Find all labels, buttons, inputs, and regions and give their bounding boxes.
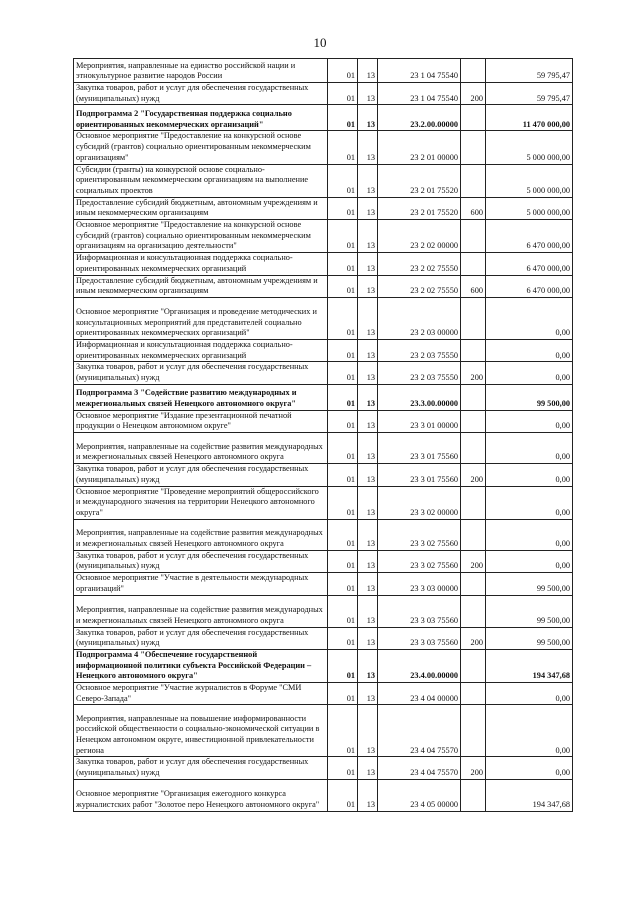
row-amount: 0,00 — [486, 550, 573, 572]
row-ministry-code: 01 — [328, 339, 358, 361]
row-ministry-code: 01 — [328, 253, 358, 275]
row-ministry-code: 01 — [328, 779, 358, 811]
page-number: 10 — [313, 35, 327, 50]
row-expense-type — [461, 519, 486, 550]
row-section-code: 13 — [358, 573, 378, 595]
row-target-article: 23 3 03 00000 — [378, 573, 461, 595]
row-amount: 0,00 — [486, 433, 573, 464]
row-expense-type — [461, 253, 486, 275]
row-target-article: 23 2 03 75550 — [378, 362, 461, 384]
row-section-code: 13 — [358, 164, 378, 197]
row-name: Основное мероприятие "Предоставление на конкурсной основе субсидий (грантов) социально ориентированным некоммерческим организациям на организацию деятельности" — [74, 220, 328, 253]
row-amount: 6 470 000,00 — [486, 253, 573, 275]
row-amount: 194 347,68 — [486, 779, 573, 811]
row-amount: 0,00 — [486, 464, 573, 486]
row-ministry-code: 01 — [328, 131, 358, 164]
table-row — [74, 486, 573, 519]
row-name: Информационная и консультационная поддержка социально-ориентированных некоммерческих организаций — [74, 253, 328, 275]
row-section-code: 13 — [358, 649, 378, 682]
row-amount: 0,00 — [486, 683, 573, 705]
row-name: Закупка товаров, работ и услуг для обеспечения государственных (муниципальных) нужд — [74, 627, 328, 649]
row-expense-type — [461, 384, 486, 410]
row-section-code: 13 — [358, 410, 378, 432]
table-row — [74, 573, 573, 595]
row-section-code: 13 — [358, 83, 378, 105]
table-row — [74, 779, 573, 811]
row-expense-type — [461, 131, 486, 164]
row-amount: 0,00 — [486, 757, 573, 779]
row-ministry-code: 01 — [328, 164, 358, 197]
row-ministry-code: 01 — [328, 275, 358, 297]
row-section-code: 13 — [358, 705, 378, 757]
row-section-code: 13 — [358, 519, 378, 550]
row-name: Мероприятия, направленные на содействие развития международных и межрегиональных связей Ненецкого автономного округа — [74, 595, 328, 627]
row-name: Основное мероприятие "Проведение мероприятий общероссийского и международного значения на территории Ненецкого автономного округа" — [74, 486, 328, 519]
row-amount: 59 795,47 — [486, 59, 573, 83]
row-amount: 5 000 000,00 — [486, 197, 573, 219]
row-amount: 0,00 — [486, 297, 573, 339]
row-target-article: 23 1 04 75540 — [378, 59, 461, 83]
row-ministry-code: 01 — [328, 410, 358, 432]
row-expense-type — [461, 410, 486, 432]
table-row — [74, 627, 573, 649]
row-target-article: 23 2 02 00000 — [378, 220, 461, 253]
row-amount: 99 500,00 — [486, 627, 573, 649]
table-row — [74, 131, 573, 164]
table-row — [74, 297, 573, 339]
row-section-code: 13 — [358, 275, 378, 297]
row-section-code: 13 — [358, 339, 378, 361]
row-expense-type: 200 — [461, 362, 486, 384]
row-expense-type: 200 — [461, 757, 486, 779]
subprogram-row — [74, 384, 573, 410]
table-row — [74, 339, 573, 361]
row-section-code: 13 — [358, 362, 378, 384]
row-expense-type — [461, 220, 486, 253]
row-ministry-code: 01 — [328, 297, 358, 339]
table-row — [74, 464, 573, 486]
row-name: Подпрограмма 4 "Обеспечение государственной информационной политики субъекта Российской Федерации – Ненецкого автономного округа" — [74, 649, 328, 682]
table-row — [74, 757, 573, 779]
row-section-code: 13 — [358, 757, 378, 779]
row-ministry-code: 01 — [328, 384, 358, 410]
row-target-article: 23 3 03 75560 — [378, 595, 461, 627]
row-section-code: 13 — [358, 131, 378, 164]
row-name: Закупка товаров, работ и услуг для обеспечения государственных (муниципальных) нужд — [74, 550, 328, 572]
row-ministry-code: 01 — [328, 83, 358, 105]
row-target-article: 23 3 02 00000 — [378, 486, 461, 519]
budget-table — [73, 58, 573, 812]
row-name: Подпрограмма 2 "Государственная поддержка социально ориентированных некоммерческих организаций" — [74, 105, 328, 131]
row-amount: 194 347,68 — [486, 649, 573, 682]
row-expense-type: 200 — [461, 627, 486, 649]
row-section-code: 13 — [358, 595, 378, 627]
row-amount: 6 470 000,00 — [486, 220, 573, 253]
row-amount: 0,00 — [486, 362, 573, 384]
row-ministry-code: 01 — [328, 683, 358, 705]
table-row — [74, 59, 573, 83]
subprogram-row — [74, 105, 573, 131]
row-target-article: 23 4 04 75570 — [378, 705, 461, 757]
row-ministry-code: 01 — [328, 705, 358, 757]
row-ministry-code: 01 — [328, 550, 358, 572]
row-target-article: 23 2 01 00000 — [378, 131, 461, 164]
row-expense-type — [461, 779, 486, 811]
row-amount: 99 500,00 — [486, 573, 573, 595]
row-amount: 0,00 — [486, 339, 573, 361]
row-amount: 5 000 000,00 — [486, 164, 573, 197]
table-row — [74, 197, 573, 219]
row-target-article: 23 3 03 75560 — [378, 627, 461, 649]
row-name: Субсидии (гранты) на конкурсной основе социально-ориентированным некоммерческим организациям на выполнение социальных проектов — [74, 164, 328, 197]
table-row — [74, 550, 573, 572]
row-name: Закупка товаров, работ и услуг для обеспечения государственных (муниципальных) нужд — [74, 362, 328, 384]
row-ministry-code: 01 — [328, 573, 358, 595]
row-name: Информационная и консультационная поддержка социально-ориентированных некоммерческих организаций — [74, 339, 328, 361]
row-amount: 99 500,00 — [486, 595, 573, 627]
row-ministry-code: 01 — [328, 464, 358, 486]
row-amount: 6 470 000,00 — [486, 275, 573, 297]
row-ministry-code: 01 — [328, 197, 358, 219]
row-amount: 99 500,00 — [486, 384, 573, 410]
row-expense-type: 200 — [461, 464, 486, 486]
row-expense-type — [461, 649, 486, 682]
row-section-code: 13 — [358, 683, 378, 705]
row-section-code: 13 — [358, 253, 378, 275]
row-target-article: 23 4 05 00000 — [378, 779, 461, 811]
row-amount: 0,00 — [486, 410, 573, 432]
row-expense-type — [461, 297, 486, 339]
row-target-article: 23 2 01 75520 — [378, 164, 461, 197]
row-section-code: 13 — [358, 550, 378, 572]
row-ministry-code: 01 — [328, 362, 358, 384]
row-name: Подпрограмма 3 "Содействие развитию международных и межрегиональных связей Ненецкого автономного округа" — [74, 384, 328, 410]
row-name: Предоставление субсидий бюджетным, автономным учреждениям и иным некоммерческим организациям — [74, 197, 328, 219]
row-expense-type — [461, 433, 486, 464]
row-ministry-code: 01 — [328, 486, 358, 519]
table-row — [74, 220, 573, 253]
row-target-article: 23 3 02 75560 — [378, 550, 461, 572]
row-expense-type — [461, 339, 486, 361]
row-ministry-code: 01 — [328, 105, 358, 131]
table-row — [74, 683, 573, 705]
row-amount: 0,00 — [486, 705, 573, 757]
row-target-article: 23 3 01 75560 — [378, 464, 461, 486]
row-name: Закупка товаров, работ и услуг для обеспечения государственных (муниципальных) нужд — [74, 464, 328, 486]
row-section-code: 13 — [358, 59, 378, 83]
row-name: Мероприятия, направленные на содействие развития международных и межрегиональных связей Ненецкого автономного округа — [74, 433, 328, 464]
subprogram-row — [74, 649, 573, 682]
row-section-code: 13 — [358, 627, 378, 649]
row-target-article: 23 2 02 75550 — [378, 253, 461, 275]
row-expense-type — [461, 573, 486, 595]
row-ministry-code: 01 — [328, 757, 358, 779]
row-section-code: 13 — [358, 384, 378, 410]
table-row — [74, 164, 573, 197]
row-section-code: 13 — [358, 486, 378, 519]
row-expense-type: 200 — [461, 550, 486, 572]
row-amount: 0,00 — [486, 486, 573, 519]
row-target-article: 23 2 03 00000 — [378, 297, 461, 339]
row-name: Закупка товаров, работ и услуг для обеспечения государственных (муниципальных) нужд — [74, 757, 328, 779]
row-section-code: 13 — [358, 779, 378, 811]
row-expense-type — [461, 683, 486, 705]
row-target-article: 23.4.00.00000 — [378, 649, 461, 682]
row-name: Основное мероприятие "Издание презентационной печатной продукции о Ненецком автономном округе" — [74, 410, 328, 432]
row-amount: 0,00 — [486, 519, 573, 550]
row-section-code: 13 — [358, 220, 378, 253]
row-name: Закупка товаров, работ и услуг для обеспечения государственных (муниципальных) нужд — [74, 83, 328, 105]
row-name: Мероприятия, направленные на содействие развития международных и межрегиональных связей Ненецкого автономного округа — [74, 519, 328, 550]
row-amount: 5 000 000,00 — [486, 131, 573, 164]
row-expense-type — [461, 59, 486, 83]
row-expense-type — [461, 486, 486, 519]
budget-table-body — [74, 59, 573, 812]
table-row — [74, 362, 573, 384]
row-expense-type — [461, 595, 486, 627]
table-row — [74, 595, 573, 627]
row-ministry-code: 01 — [328, 595, 358, 627]
row-ministry-code: 01 — [328, 627, 358, 649]
row-target-article: 23 2 01 75520 — [378, 197, 461, 219]
row-expense-type: 600 — [461, 275, 486, 297]
row-expense-type — [461, 705, 486, 757]
table-row — [74, 83, 573, 105]
row-expense-type: 600 — [461, 197, 486, 219]
row-target-article: 23 4 04 00000 — [378, 683, 461, 705]
table-row — [74, 410, 573, 432]
row-target-article: 23.3.00.00000 — [378, 384, 461, 410]
row-ministry-code: 01 — [328, 649, 358, 682]
row-ministry-code: 01 — [328, 519, 358, 550]
row-section-code: 13 — [358, 433, 378, 464]
row-section-code: 13 — [358, 105, 378, 131]
row-ministry-code: 01 — [328, 220, 358, 253]
row-section-code: 13 — [358, 464, 378, 486]
row-name: Основное мероприятие "Организация ежегодного конкурса журналистских работ "Золотое перо Ненецкого автономного округа" — [74, 779, 328, 811]
row-name: Предоставление субсидий бюджетным, автономным учреждениям и иным некоммерческим организациям — [74, 275, 328, 297]
table-row — [74, 519, 573, 550]
row-name: Основное мероприятие "Участие в деятельности международных организаций" — [74, 573, 328, 595]
row-target-article: 23 2 03 75550 — [378, 339, 461, 361]
row-target-article: 23 2 02 75550 — [378, 275, 461, 297]
table-row — [74, 705, 573, 757]
row-name: Мероприятия, направленные на повышение информированности российской общественности о социально-экономической ситуации в Ненецком автономном округе, инвестиционной привлекательности региона — [74, 705, 328, 757]
row-amount: 11 470 000,00 — [486, 105, 573, 131]
row-expense-type — [461, 105, 486, 131]
row-target-article: 23 3 02 75560 — [378, 519, 461, 550]
row-ministry-code: 01 — [328, 433, 358, 464]
row-target-article: 23 3 01 00000 — [378, 410, 461, 432]
row-section-code: 13 — [358, 197, 378, 219]
table-row — [74, 253, 573, 275]
row-name: Мероприятия, направленные на единство российской нации и этнокультурное развитие народов России — [74, 59, 328, 83]
row-name: Основное мероприятие "Участие журналистов в Форуме "СМИ Северо-Запада" — [74, 683, 328, 705]
row-section-code: 13 — [358, 297, 378, 339]
row-amount: 59 795,47 — [486, 83, 573, 105]
row-name: Основное мероприятие "Организация и проведение методических и консультационных мероприятий для представителей социально ориентированных некоммерческих организаций" — [74, 297, 328, 339]
row-target-article: 23 1 04 75540 — [378, 83, 461, 105]
row-target-article: 23 4 04 75570 — [378, 757, 461, 779]
row-expense-type: 200 — [461, 83, 486, 105]
table-row — [74, 275, 573, 297]
row-name: Основное мероприятие "Предоставление на конкурсной основе субсидий (грантов) социально ориентированным некоммерческим организациям" — [74, 131, 328, 164]
row-target-article: 23.2.00.00000 — [378, 105, 461, 131]
row-target-article: 23 3 01 75560 — [378, 433, 461, 464]
row-ministry-code: 01 — [328, 59, 358, 83]
row-expense-type — [461, 164, 486, 197]
table-row — [74, 433, 573, 464]
